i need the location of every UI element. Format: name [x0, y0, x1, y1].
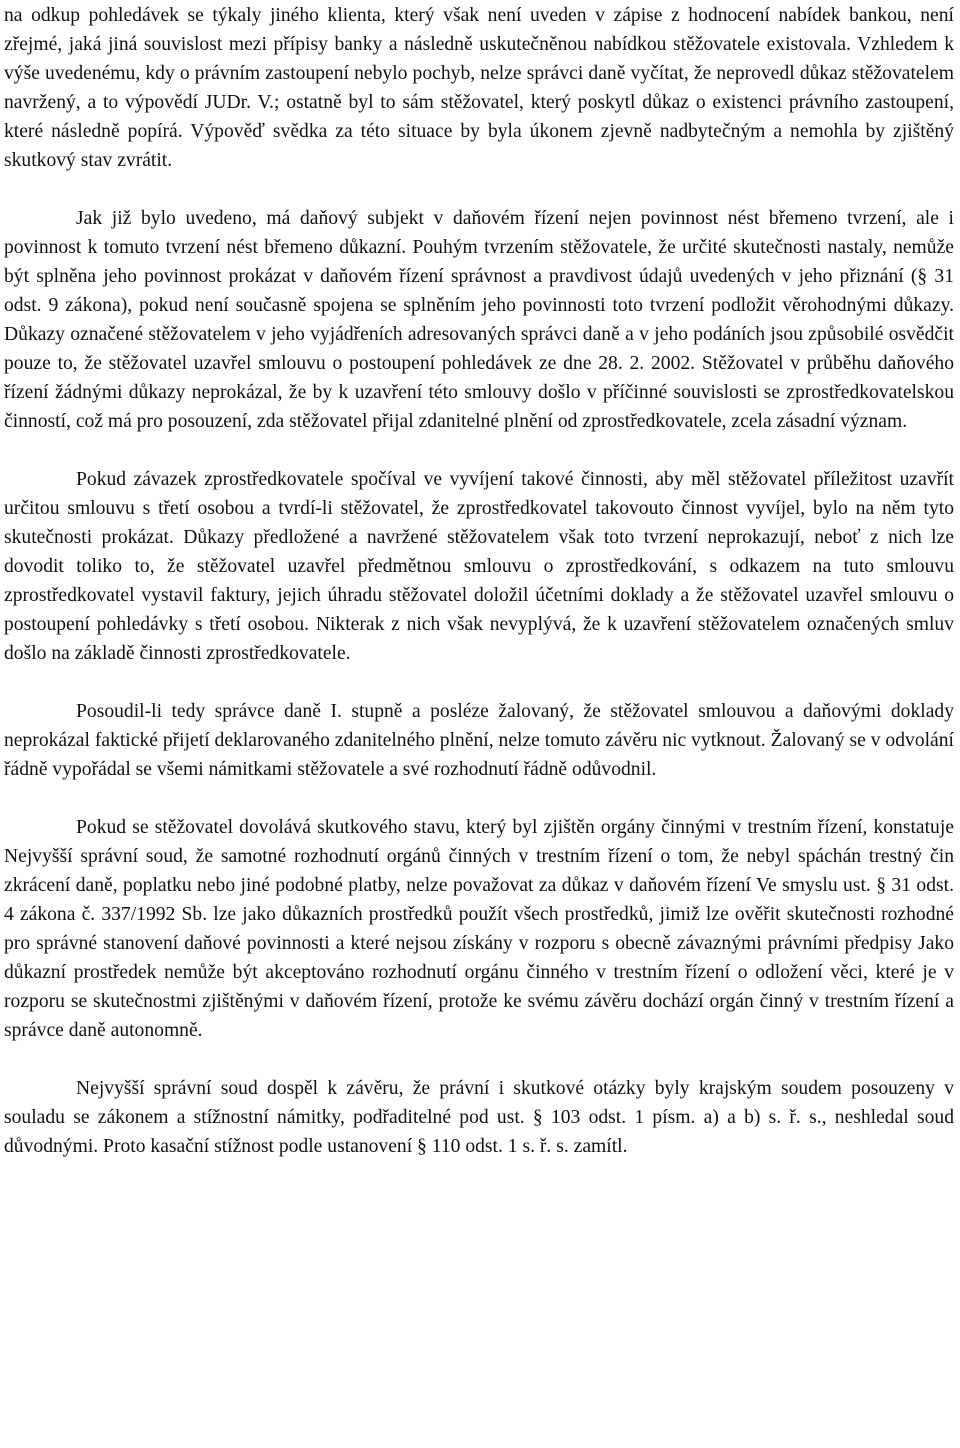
paragraph-burden-of-proof: Jak již bylo uvedeno, má daňový subjekt v daňovém řízení nejen povinnost nést břemeno tvrzení, ale i povinnost k tomuto tvrzení nést břemeno důkazní. Pouhým tvrzením stěžovatele, že určité skutečnosti nastaly, nemůže být splněna jeho povinnost prokázat v daňovém řízení správnost a pravdivost údajů uvedených v jeho přiznání (§ 31 odst. 9 zákona), pokud není současně spojena se splněním jeho povinnosti toto tvrzení podložit věrohodnými důkazy. Důkazy označené stěžovatelem v jeho vyjádřeních adresovaných správci daně a v jeho podáních jsou způsobilé osvědčit pouze to, že stěžovatel uzavřel smlouvu o postoupení pohledávek ze dne 28. 2. 2002. Stěžovatel v průběhu daňového řízení žádnými důkazy neprokázal, že by k uzavření této smlouvy došlo v příčinné souvislosti se zprostředkovatelskou činností, což má pro posouzení, zda stěžovatel přijal zdanitelné plnění od zprostředkovatele, zcela zásadní význam.: [4, 208, 954, 432]
document-page: [4, 0, 954, 1161]
paragraph-conclusion: Nejvyšší správní soud dospěl k závěru, že právní i skutkové otázky byly krajským soudem posouzeny v souladu se zákonem a stížnostní námitky, podřaditelné pod ust. § 103 odst. 1 písm. a) a b) s. ř. s., neshledal soud důvodnými. Proto kasační stížnost podle ustanovení § 110 odst. 1 s. ř. s. zamítl.: [4, 1078, 954, 1157]
paragraph-tax-administrator-assessment: Posoudil-li tedy správce daně I. stupně a posléze žalovaný, že stěžovatel smlouvou a daňovými doklady neprokázal faktické přijetí deklarovaného zdanitelného plnění, nelze tomuto závěru nic vytknout. Žalovaný se v odvolání řádně vypořádal se všemi námitkami stěžovatele a své rozhodnutí řádně odůvodnil.: [4, 701, 954, 780]
paragraph-intermediary-obligation: Pokud závazek zprostředkovatele spočíval ve vyvíjení takové činnosti, aby měl stěžovatel příležitost uzavřít určitou smlouvu s třetí osobou a tvrdí-li stěžovatel, že zprostředkovatel takovouto činnost vyvíjel, bylo na něm tyto skutečnosti prokázat. Důkazy předložené a navržené stěžovatelem však toto tvrzení neprokazují, neboť z nich lze dovodit toliko to, že stěžovatel uzavřel předmětnou smlouvu o zprostředkování, s odkazem na tuto smlouvu zprostředkovatel vystavil faktury, jejich úhradu stěžovatel doložil účetními doklady a že stěžovatel uzavřel smlouvu o postoupení pohledávky s třetí osobou. Nikterak z nich však nevyplývá, že k uzavření stěžovatelem označených smluv došlo na základě činnosti zprostředkovatele.: [4, 469, 954, 664]
paragraph-criminal-proceedings: Pokud se stěžovatel dovolává skutkového stavu, který byl zjištěn orgány činnými v trestním řízení, konstatuje Nejvyšší správní soud, že samotné rozhodnutí orgánů činných v trestním řízení o tom, že nebyl spáchán trestný čin zkrácení daně, poplatku nebo jiné podobné platby, nelze považovat za důkaz v daňovém řízení Ve smyslu ust. § 31 odst. 4 zákona č. 337/1992 Sb. lze jako důkazních prostředků použít všech prostředků, jimiž lze ověřit skutečnosti rozhodné pro správné stanovení daňové povinnosti a které nejsou získány v rozporu s obecně závaznými právními předpisy Jako důkazní prostředek nemůže být akceptováno rozhodnutí orgánu činného v trestním řízení o odložení věci, které je v rozporu se skutečnostmi zjištěnými v daňovém řízení, protože ke svému závěru dochází orgán činný v trestním řízení a správce daně autonomně.: [4, 817, 954, 1041]
paragraph-continuation: na odkup pohledávek se týkaly jiného klienta, který však není uveden v zápise z hodnocení nabídek bankou, není zřejmé, jaká jiná souvislost mezi přípisy banky a následně uskutečněnou nabídkou stěžovatele existovala. Vzhledem k výše uvedenému, kdy o právním zastoupení nebylo pochyb, nelze správci daně vyčítat, že neprovedl důkaz stěžovatelem navržený, a to výpovědí JUDr. V.; ostatně byl to sám stěžovatel, který poskytl důkaz o existenci právního zastoupení, které následně popírá. Výpověď svědka za této situace by byla úkonem zjevně nadbytečným a nemohla by zjištěný skutkový stav zvrátit.: [4, 5, 954, 171]
